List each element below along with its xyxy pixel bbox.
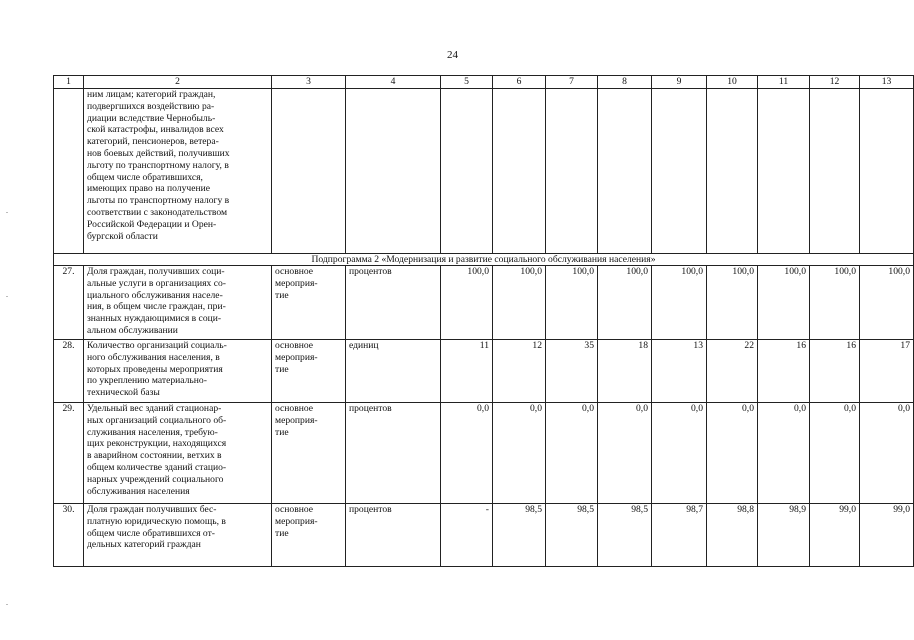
value-cell: 0,0	[493, 403, 546, 504]
value-cell: 16	[758, 340, 810, 403]
value-cell: 100,0	[441, 266, 493, 340]
description-line: Удельный вес зданий стационар-	[87, 403, 222, 414]
unit-of-measure: единиц	[346, 340, 441, 403]
description-line: подвергшихся воздействию ра-	[87, 100, 215, 112]
measure-type	[272, 403, 346, 504]
description-line: ской катастрофы, инвалидов всех	[87, 124, 224, 136]
value-cell: 0,0	[546, 403, 598, 504]
indicator-description	[84, 266, 272, 340]
description-line: по укреплению материально-	[87, 375, 207, 387]
description-line: технической базы	[87, 387, 160, 399]
description-line: альные услуги в организациях со-	[87, 277, 227, 289]
value-cell: 99,0	[860, 504, 914, 567]
type-line: мероприя-	[275, 414, 318, 426]
column-number-13: 13	[860, 76, 914, 89]
measure-type	[272, 504, 346, 567]
measure-type	[272, 266, 346, 340]
description-line: альном обслуживании	[87, 324, 178, 336]
indicator-description	[84, 340, 272, 403]
scan-mark	[6, 296, 8, 297]
row-number: 30.	[54, 504, 84, 567]
column-number-1: 1	[54, 76, 84, 89]
type-line: основное	[275, 504, 314, 515]
description-line: нов боевых действий, получивших	[87, 147, 230, 159]
type-line: тие	[275, 527, 289, 539]
description-line: обслуживания населения	[87, 485, 190, 497]
value-cell: 18	[598, 340, 652, 403]
column-number-3: 3	[272, 76, 346, 89]
value-cell: 12	[493, 340, 546, 403]
description-line: служивания населения, требую-	[87, 426, 218, 438]
value-cell: 0,0	[598, 403, 652, 504]
description-line: льготу по транспортному налогу, в	[87, 159, 229, 171]
description-line: общем количестве зданий стацио-	[87, 461, 227, 473]
value-cell: 100,0	[707, 266, 758, 340]
value-cell: 98,5	[493, 504, 546, 567]
value-cell: 17	[860, 340, 914, 403]
value-cell: 98,5	[546, 504, 598, 567]
value-cell: 0,0	[860, 403, 914, 504]
column-number-row	[54, 76, 914, 89]
value-cell: 100,0	[546, 266, 598, 340]
description-line: бургской области	[87, 230, 158, 242]
column-number-10: 10	[707, 76, 758, 89]
description-line: платную юридическую помощь, в	[87, 515, 226, 527]
value-cell: 0,0	[707, 403, 758, 504]
description-line: ния, в общем числе граждан, при-	[87, 301, 226, 313]
description-line: Российской Федерации и Орен-	[87, 218, 217, 230]
value-cell: 0,0	[810, 403, 860, 504]
column-number-12: 12	[810, 76, 860, 89]
page-number: 24	[447, 49, 458, 61]
description-line: Доля граждан, получивших соци-	[87, 266, 225, 277]
value-cell: 16	[810, 340, 860, 403]
indicators-table	[53, 75, 914, 567]
description-line: соответствии с законодательством	[87, 206, 228, 218]
description-line: дельных категорий граждан	[87, 539, 201, 551]
type-line: тие	[275, 363, 289, 375]
description-line: ных организаций социального об-	[87, 414, 227, 426]
description-line: общем числе обратившихся,	[87, 171, 203, 183]
type-line: мероприя-	[275, 277, 318, 289]
type-line: мероприя-	[275, 351, 318, 363]
column-number-6: 6	[493, 76, 546, 89]
value-cell: 100,0	[860, 266, 914, 340]
value-cell: 98,7	[652, 504, 707, 567]
value-cell: 22	[707, 340, 758, 403]
indicator-description	[84, 504, 272, 567]
value-cell: 0,0	[441, 403, 493, 504]
description-line: ного обслуживания населения, в	[87, 351, 220, 363]
value-cell: 11	[441, 340, 493, 403]
description-line: Количество организаций социаль-	[87, 340, 227, 351]
column-number-8: 8	[598, 76, 652, 89]
value-cell: 0,0	[652, 403, 707, 504]
value-cell: 98,9	[758, 504, 810, 567]
column-number-5: 5	[441, 76, 493, 89]
unit-of-measure: процентов	[346, 504, 441, 567]
description-line: циального обслуживания населе-	[87, 289, 223, 301]
type-line: основное	[275, 266, 314, 277]
measure-type	[272, 340, 346, 403]
indicator-description	[84, 403, 272, 504]
value-cell: 98,5	[598, 504, 652, 567]
type-line: мероприя-	[275, 515, 318, 527]
column-number-11: 11	[758, 76, 810, 89]
type-line: тие	[275, 289, 289, 301]
description-line: имеющих право на получение	[87, 183, 210, 195]
value-cell: 100,0	[758, 266, 810, 340]
description-line: которых проведены мероприятия	[87, 363, 223, 375]
value-cell: 98,8	[707, 504, 758, 567]
description-line: общем числе обратившихся от-	[87, 527, 215, 539]
scan-mark	[6, 604, 8, 605]
description-line: Доля граждан получивших бес-	[87, 504, 217, 515]
table-row	[54, 340, 914, 403]
row-number: 28.	[54, 340, 84, 403]
value-cell: -	[441, 504, 493, 567]
type-line: основное	[275, 340, 314, 351]
column-number-2: 2	[84, 76, 272, 89]
column-number-9: 9	[652, 76, 707, 89]
value-cell: 100,0	[810, 266, 860, 340]
description-line: ним лицам; категорий граждан,	[87, 89, 216, 100]
value-cell: 35	[546, 340, 598, 403]
continuation-row	[54, 89, 914, 254]
table-row	[54, 403, 914, 504]
section-title: Подпрограмма 2 «Модернизация и развитие социального обслуживания населения»	[54, 254, 914, 266]
unit-of-measure: процентов	[346, 266, 441, 340]
value-cell: 100,0	[598, 266, 652, 340]
description-line: нарных учреждений социального	[87, 473, 224, 485]
value-cell: 0,0	[758, 403, 810, 504]
description-line: льготы по транспортному налогу в	[87, 195, 230, 207]
description-line: диации вследствие Чернобыль-	[87, 112, 216, 124]
table-row	[54, 504, 914, 567]
column-number-4: 4	[346, 76, 441, 89]
table-row	[54, 266, 914, 340]
value-cell: 100,0	[652, 266, 707, 340]
value-cell: 13	[652, 340, 707, 403]
row-number: 29.	[54, 403, 84, 504]
value-cell: 100,0	[493, 266, 546, 340]
description-line: в аварийном состоянии, ветхих в	[87, 450, 222, 462]
description-line: категорий, пенсионеров, ветера-	[87, 136, 219, 148]
unit-of-measure: процентов	[346, 403, 441, 504]
row-number: 27.	[54, 266, 84, 340]
column-number-7: 7	[546, 76, 598, 89]
section-row	[54, 254, 914, 266]
type-line: тие	[275, 426, 289, 438]
scan-mark	[6, 212, 8, 213]
description-line: щих реконструкции, находящихся	[87, 438, 227, 450]
type-line: основное	[275, 403, 314, 414]
value-cell: 99,0	[810, 504, 860, 567]
continuation-description	[84, 89, 272, 254]
description-line: знанных нуждающимися в соци-	[87, 313, 222, 325]
